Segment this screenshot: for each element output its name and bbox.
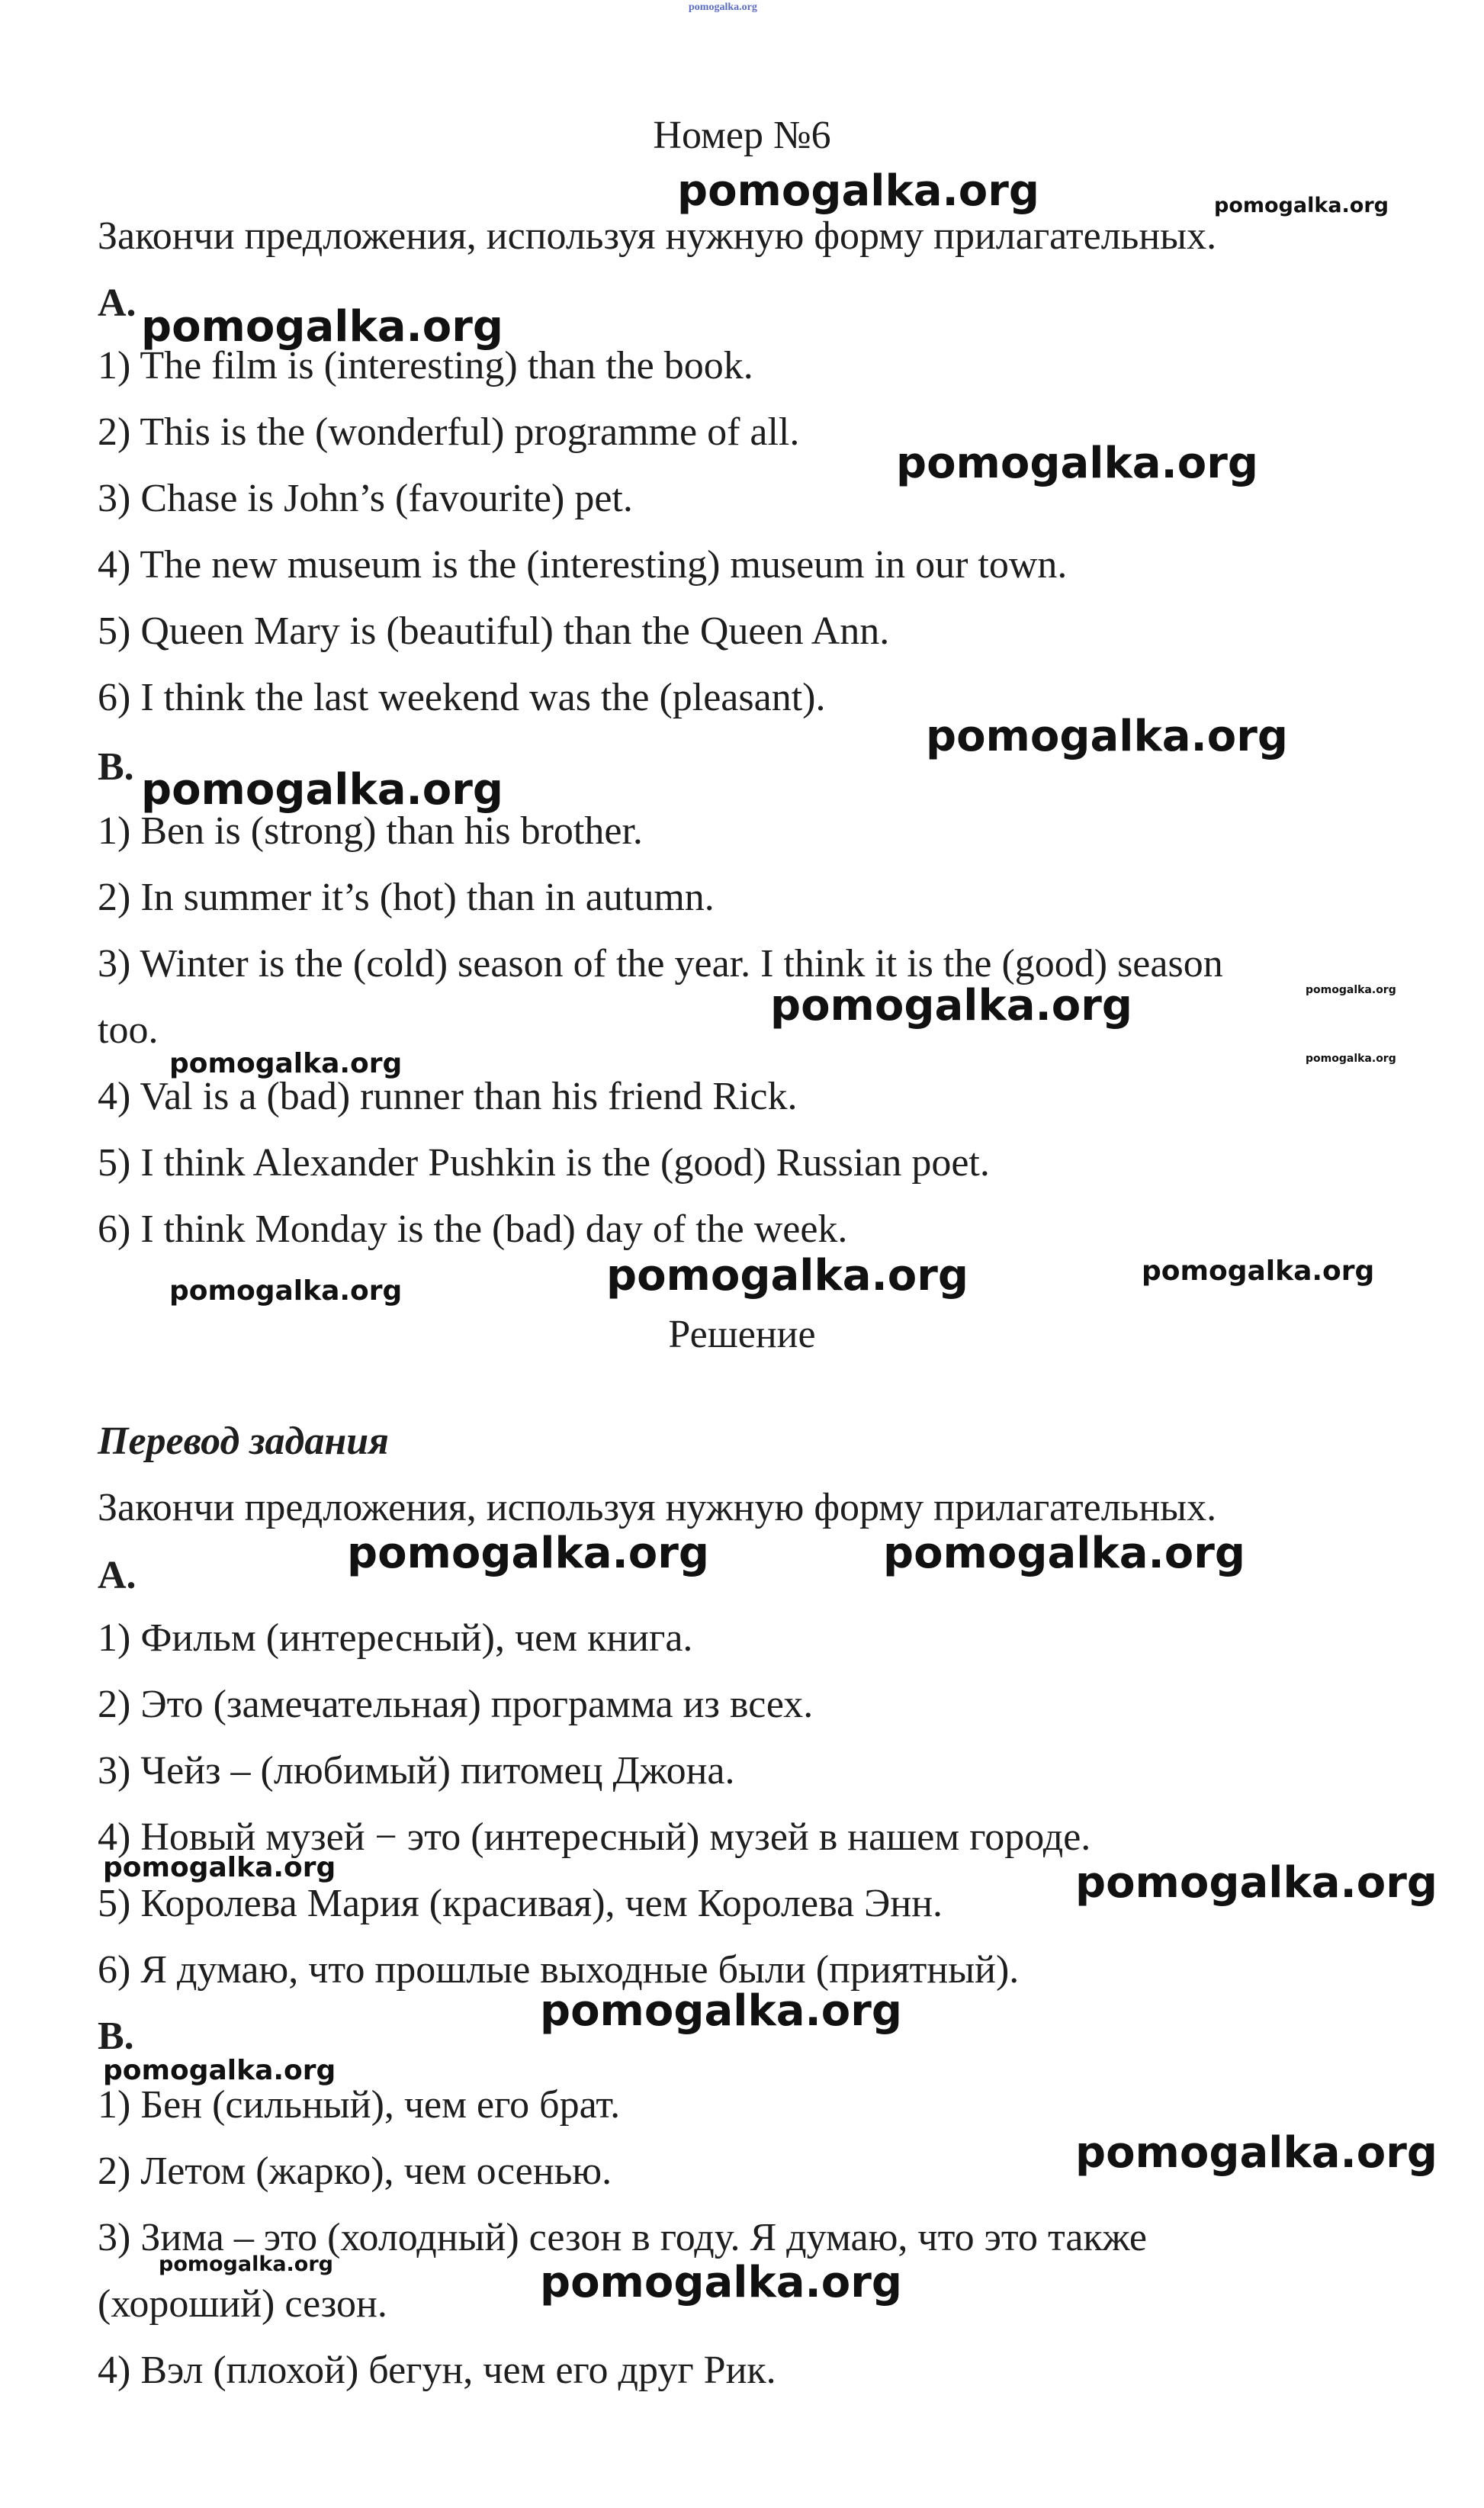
list-item: 5) I think Alexander Pushkin is the (good) Russian poet. [98, 1141, 990, 1185]
list-item: 6) I think Monday is the (bad) day of the week. [98, 1207, 848, 1251]
watermark: pomogalka.org [540, 1986, 902, 2036]
list-item: 3) Чейз – (любимый) питомец Джона. [98, 1749, 735, 1793]
watermark: pomogalka.org [677, 166, 1039, 216]
watermark: pomogalka.org [770, 981, 1132, 1031]
list-item: 3) Chase is John’s (favourite) pet. [98, 477, 633, 520]
list-item: 2) Это (замечательная) программа из всех. [98, 1683, 814, 1726]
list-item: 1) Фильм (интересный), чем книга. [98, 1616, 693, 1660]
list-item: 4) The new museum is the (interesting) museum in our town. [98, 543, 1068, 587]
watermark: pomogalka.org [896, 439, 1258, 488]
list-item: 2) This is the (wonderful) programme of all. [98, 410, 800, 454]
list-item: 6) I think the last weekend was the (pleasant). [98, 676, 826, 719]
solution-section-a-label: A. [98, 1554, 137, 1597]
watermark: pomogalka.org [1214, 194, 1389, 217]
list-item: 2) In summer it’s (hot) than in autumn. [98, 876, 715, 919]
list-item: 4) Вэл (плохой) бегун, чем его друг Рик. [98, 2349, 776, 2392]
watermark: pomogalka.org [883, 1529, 1245, 1578]
watermark: pomogalka.org [169, 1048, 403, 1079]
list-item: 1) Ben is (strong) than his brother. [98, 809, 643, 853]
watermark: pomogalka.org [1075, 1858, 1437, 1908]
list-item: 3) Winter is the (cold) season of the year. I think it is the (good) season [98, 942, 1223, 986]
solution-section-b-label: B. [98, 2014, 134, 2058]
watermark: pomogalka.org [169, 1275, 403, 1307]
watermark: pomogalka.org [103, 1852, 336, 1883]
watermark-top: pomogalka.org [689, 2, 757, 13]
list-item: 4) Val is a (bad) runner than his friend Rick. [98, 1075, 798, 1118]
solution-title: Решение [668, 1313, 816, 1356]
list-item: 5) Queen Mary is (beautiful) than the Queen Ann. [98, 609, 890, 653]
list-item: 1) The film is (interesting) than the book. [98, 344, 753, 387]
list-item: (хороший) сезон. [98, 2282, 387, 2326]
section-b-label: B. [98, 745, 134, 789]
list-item: 2) Летом (жарко), чем осенью. [98, 2149, 612, 2193]
watermark: pomogalka.org [347, 1529, 709, 1578]
list-item: too. [98, 1008, 159, 1052]
watermark: pomogalka.org [1306, 984, 1396, 996]
watermark: pomogalka.org [1142, 1256, 1375, 1287]
translation-heading: Перевод задания [98, 1420, 389, 1463]
watermark: pomogalka.org [159, 2252, 333, 2276]
watermark: pomogalka.org [141, 302, 503, 352]
section-a-label: A. [98, 281, 137, 325]
list-item: 1) Бен (сильный), чем его брат. [98, 2083, 621, 2127]
watermark: pomogalka.org [926, 712, 1288, 761]
watermark: pomogalka.org [103, 2055, 336, 2086]
list-item: 4) Новый музей − это (интересный) музей в нашем городе. [98, 1815, 1091, 1859]
watermark: pomogalka.org [1306, 1053, 1396, 1065]
list-item: 6) Я думаю, что прошлые выходные были (приятный). [98, 1948, 1020, 1992]
translation-instruction: Закончи предложения, используя нужную форму прилагательных. [98, 1486, 1217, 1529]
watermark: pomogalka.org [141, 765, 503, 815]
instruction: Закончи предложения, используя нужную форму прилагательных. [98, 214, 1217, 258]
watermark: pomogalka.org [540, 2258, 902, 2307]
watermark: pomogalka.org [606, 1251, 968, 1301]
list-item: 5) Королева Мария (красивая), чем Королева Энн. [98, 1882, 943, 1925]
list-item: 3) Зима – это (холодный) сезон в году. Я думаю, что это также [98, 2216, 1147, 2259]
page-title: Номер №6 [653, 114, 831, 157]
watermark: pomogalka.org [1075, 2128, 1437, 2178]
